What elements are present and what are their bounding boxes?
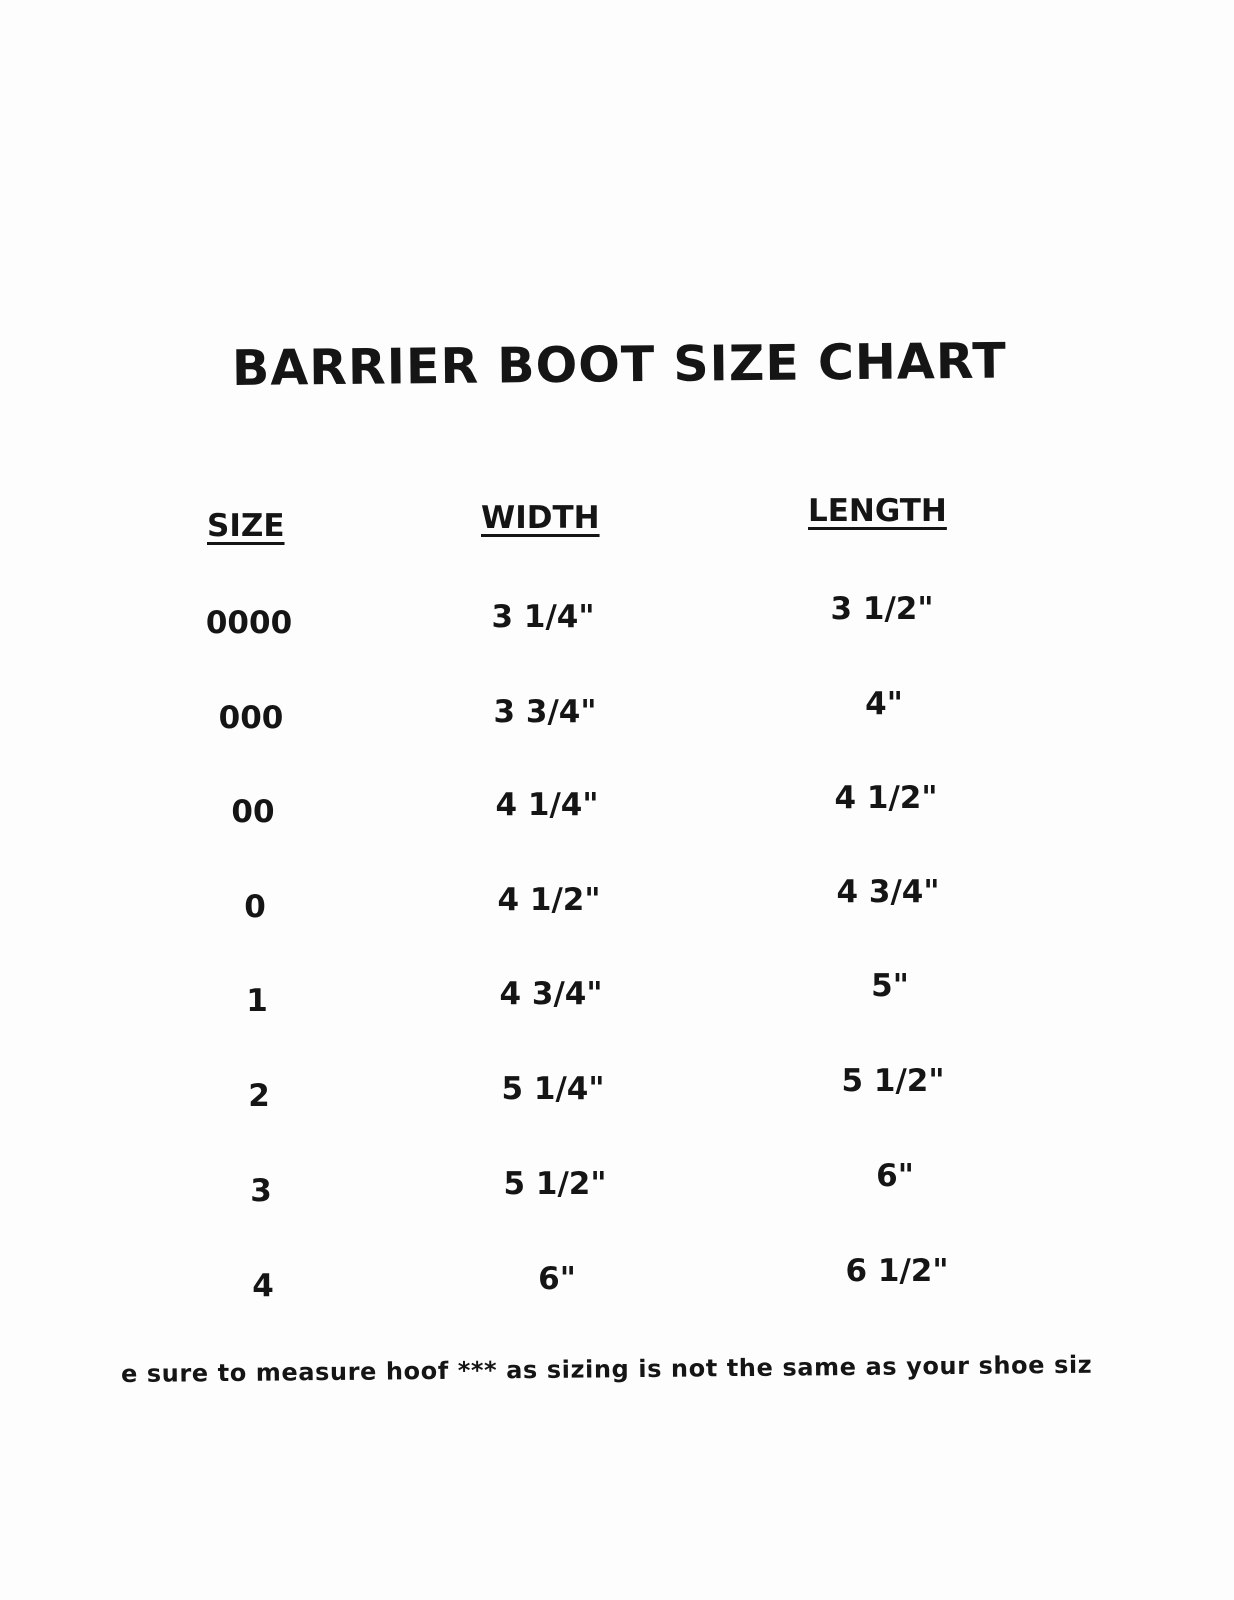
size-cell: 00 [231, 794, 275, 830]
width-cell: 4 1/4" [495, 787, 599, 823]
length-cell: 3 1/2" [830, 591, 934, 627]
width-cell: 6" [538, 1261, 576, 1297]
footnote: e sure to measure hoof *** as sizing is not the same as your shoe siz [120, 1350, 1093, 1388]
width-cell: 5 1/2" [503, 1166, 607, 1202]
size-cell: 0 [244, 889, 266, 925]
column-header-width: WIDTH [481, 500, 600, 536]
length-cell: 4 3/4" [836, 874, 940, 910]
size-cell: 2 [248, 1078, 270, 1114]
size-cell: 000 [218, 700, 284, 736]
size-cell: 0000 [205, 605, 293, 641]
size-cell: 4 [252, 1268, 274, 1304]
size-cell: 1 [246, 983, 268, 1019]
length-cell: 4" [865, 686, 903, 722]
width-cell: 5 1/4" [501, 1071, 605, 1107]
column-header-length: LENGTH [808, 493, 947, 529]
width-cell: 4 1/2" [497, 882, 601, 918]
length-cell: 5" [871, 968, 909, 1004]
chart-title: BARRIER BOOT SIZE CHART [231, 332, 1008, 397]
width-cell: 3 3/4" [493, 694, 597, 730]
length-cell: 4 1/2" [834, 780, 938, 816]
length-cell: 6" [876, 1158, 914, 1194]
size-cell: 3 [250, 1173, 272, 1209]
column-header-size: SIZE [207, 508, 285, 544]
length-cell: 5 1/2" [841, 1063, 945, 1099]
width-cell: 4 3/4" [499, 976, 603, 1012]
width-cell: 3 1/4" [491, 599, 595, 635]
length-cell: 6 1/2" [845, 1253, 949, 1289]
